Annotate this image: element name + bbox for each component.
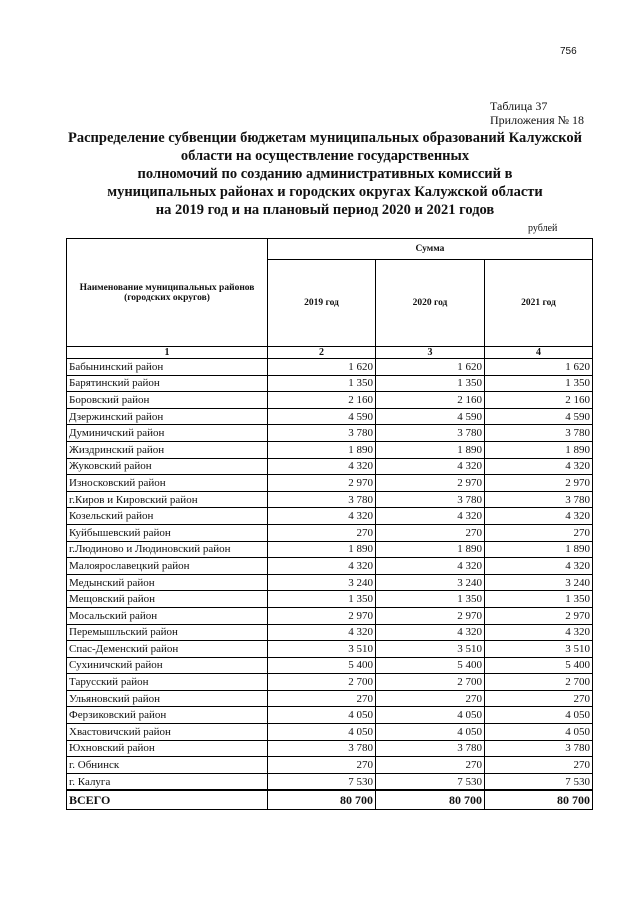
district-name-cell: Боровский район (67, 392, 268, 409)
table-row (67, 524, 593, 541)
amount-cell: 3 510 (268, 641, 376, 658)
district-name-cell: Бабынинский район (67, 359, 268, 376)
district-name-cell: Износковский район (67, 475, 268, 492)
header-sum-cell: Сумма (268, 239, 593, 260)
amount-cell: 4 320 (376, 624, 485, 641)
district-name-cell: г. Обнинск (67, 757, 268, 774)
table-row (67, 591, 593, 608)
district-name-cell: Хвастовичский район (67, 724, 268, 741)
amount-cell: 4 320 (485, 458, 593, 475)
amount-cell: 2 970 (485, 607, 593, 624)
district-name-cell: Перемышльский район (67, 624, 268, 641)
district-name-cell: г.Людиново и Людиновский район (67, 541, 268, 558)
amount-cell: 4 590 (268, 408, 376, 425)
amount-cell: 2 970 (376, 607, 485, 624)
amount-cell: 5 400 (268, 657, 376, 674)
amount-cell: 4 050 (376, 724, 485, 741)
table-row (67, 558, 593, 575)
amount-cell: 3 510 (376, 641, 485, 658)
amount-cell: 3 780 (268, 740, 376, 757)
amount-cell: 4 320 (268, 458, 376, 475)
amount-cell: 2 700 (268, 674, 376, 691)
amount-cell: 3 240 (268, 574, 376, 591)
amount-cell: 2 700 (376, 674, 485, 691)
table-row (67, 441, 593, 458)
amount-cell: 1 890 (376, 441, 485, 458)
amount-cell: 4 320 (485, 558, 593, 575)
amount-cell: 1 350 (268, 375, 376, 392)
amount-cell: 4 050 (376, 707, 485, 724)
table-row (67, 724, 593, 741)
table-row (67, 541, 593, 558)
table-row (67, 392, 593, 409)
title-line: муниципальных районах и городских округах Калужской области (107, 184, 543, 200)
title-line: области на осуществление государственных (180, 148, 470, 164)
title-line: на 2019 год и на плановый период 2020 и 2021 годов (155, 202, 495, 218)
district-name-cell: Юхновский район (67, 740, 268, 757)
table-row (67, 690, 593, 707)
table-row (67, 707, 593, 724)
table-row (67, 425, 593, 442)
table-row (67, 607, 593, 624)
amount-cell: 80 700 (485, 790, 593, 810)
amount-cell: 3 780 (268, 425, 376, 442)
amount-cell: 1 350 (485, 591, 593, 608)
document-title (60, 129, 590, 219)
amount-cell: 3 780 (376, 740, 485, 757)
amount-cell: 1 350 (376, 591, 485, 608)
table-row (67, 408, 593, 425)
amount-cell: 2 970 (268, 607, 376, 624)
amount-cell: 2 700 (485, 674, 593, 691)
table-row (67, 757, 593, 774)
amount-cell: 270 (268, 757, 376, 774)
amount-cell: 4 320 (268, 558, 376, 575)
amount-cell: 270 (485, 757, 593, 774)
amount-cell: 3 780 (376, 425, 485, 442)
table-row (67, 508, 593, 525)
amount-cell: 1 350 (268, 591, 376, 608)
amount-cell: 1 890 (268, 541, 376, 558)
amount-cell: 270 (376, 690, 485, 707)
amount-cell: 270 (376, 757, 485, 774)
district-name-cell: Барятинский район (67, 375, 268, 392)
table-row (67, 740, 593, 757)
amount-cell: 270 (268, 690, 376, 707)
header-name-cell: Наименование муниципальных районов (городских округов) (67, 239, 268, 347)
district-name-cell: Жуковский район (67, 458, 268, 475)
district-name-cell: Спас-Деменский район (67, 641, 268, 658)
table-row (67, 674, 593, 691)
district-name-cell: г.Киров и Кировский район (67, 491, 268, 508)
district-name-cell: Жиздринский район (67, 441, 268, 458)
district-name-cell: Думиничский район (67, 425, 268, 442)
amount-cell: 80 700 (268, 790, 376, 810)
district-name-cell: Дзержинский район (67, 408, 268, 425)
column-number-cell: 2 (268, 347, 376, 359)
district-name-cell: Мещовский район (67, 591, 268, 608)
appendix-number: Приложения № 18 (490, 113, 585, 127)
amount-cell: 2 970 (376, 475, 485, 492)
table-number: Таблица 37 (490, 99, 548, 113)
amount-cell: 4 590 (485, 408, 593, 425)
column-number-cell: 1 (67, 347, 268, 359)
amount-cell: 4 320 (268, 508, 376, 525)
header-year-cell: 2020 год (376, 260, 485, 347)
amount-cell: 3 780 (485, 491, 593, 508)
district-name-cell: Тарусский район (67, 674, 268, 691)
header-year-cell: 2021 год (485, 260, 593, 347)
amount-cell: 4 050 (485, 707, 593, 724)
title-line: полномочий по созданию административных комиссий в (137, 166, 513, 182)
amount-cell: 1 620 (268, 359, 376, 376)
amount-cell: 3 780 (485, 425, 593, 442)
amount-cell: 270 (485, 524, 593, 541)
table-row (67, 458, 593, 475)
district-name-cell: Ульяновский район (67, 690, 268, 707)
table-reference (490, 99, 584, 127)
amount-cell: 4 320 (376, 508, 485, 525)
table-row (67, 773, 593, 790)
district-name-cell: Мосальский район (67, 607, 268, 624)
amount-cell: 1 890 (485, 541, 593, 558)
amount-cell: 7 530 (376, 773, 485, 790)
table-row (67, 359, 593, 376)
amount-cell: 5 400 (485, 657, 593, 674)
amount-cell: 1 350 (485, 375, 593, 392)
amount-cell: 4 320 (485, 624, 593, 641)
amount-cell: 3 780 (485, 740, 593, 757)
table-row (67, 375, 593, 392)
amount-cell: 1 890 (376, 541, 485, 558)
table-row (67, 624, 593, 641)
amount-cell: 4 050 (268, 707, 376, 724)
amount-cell: 4 320 (485, 508, 593, 525)
amount-cell: 2 160 (268, 392, 376, 409)
district-name-cell: ВСЕГО (67, 790, 268, 810)
amount-cell: 270 (485, 690, 593, 707)
amount-cell: 80 700 (376, 790, 485, 810)
table-row (67, 475, 593, 492)
district-name-cell: Козельский район (67, 508, 268, 525)
district-name-cell: Сухиничский район (67, 657, 268, 674)
amount-cell: 7 530 (485, 773, 593, 790)
district-name-cell: Куйбышевский район (67, 524, 268, 541)
amount-cell: 3 780 (376, 491, 485, 508)
amount-cell: 3 240 (485, 574, 593, 591)
amount-cell: 4 320 (268, 624, 376, 641)
amount-cell: 3 780 (268, 491, 376, 508)
units-label: рублей (528, 223, 558, 234)
subvention-table (66, 238, 593, 810)
amount-cell: 2 970 (485, 475, 593, 492)
amount-cell: 3 510 (485, 641, 593, 658)
district-name-cell: Малоярославецкий район (67, 558, 268, 575)
amount-cell: 4 590 (376, 408, 485, 425)
title-line: Распределение субвенции бюджетам муниципальных образований Калужской (67, 130, 583, 146)
total-row (67, 790, 593, 810)
amount-cell: 1 620 (485, 359, 593, 376)
district-name-cell: Медынский район (67, 574, 268, 591)
header-row (67, 239, 593, 260)
amount-cell: 2 160 (376, 392, 485, 409)
amount-cell: 4 050 (268, 724, 376, 741)
amount-cell: 270 (268, 524, 376, 541)
column-numbers-row (67, 347, 593, 359)
column-number-cell: 4 (485, 347, 593, 359)
amount-cell: 4 320 (376, 558, 485, 575)
district-name-cell: г. Калуга (67, 773, 268, 790)
header-year-cell: 2019 год (268, 260, 376, 347)
amount-cell: 3 240 (376, 574, 485, 591)
amount-cell: 1 890 (268, 441, 376, 458)
amount-cell: 2 970 (268, 475, 376, 492)
amount-cell: 1 350 (376, 375, 485, 392)
column-number-cell: 3 (376, 347, 485, 359)
amount-cell: 7 530 (268, 773, 376, 790)
page-number: 756 (560, 46, 577, 57)
amount-cell: 1 890 (485, 441, 593, 458)
table-row (67, 491, 593, 508)
amount-cell: 4 320 (376, 458, 485, 475)
amount-cell: 270 (376, 524, 485, 541)
table-row (67, 574, 593, 591)
district-name-cell: Ферзиковский район (67, 707, 268, 724)
amount-cell: 2 160 (485, 392, 593, 409)
table-row (67, 657, 593, 674)
amount-cell: 4 050 (485, 724, 593, 741)
table-row (67, 641, 593, 658)
amount-cell: 1 620 (376, 359, 485, 376)
amount-cell: 5 400 (376, 657, 485, 674)
